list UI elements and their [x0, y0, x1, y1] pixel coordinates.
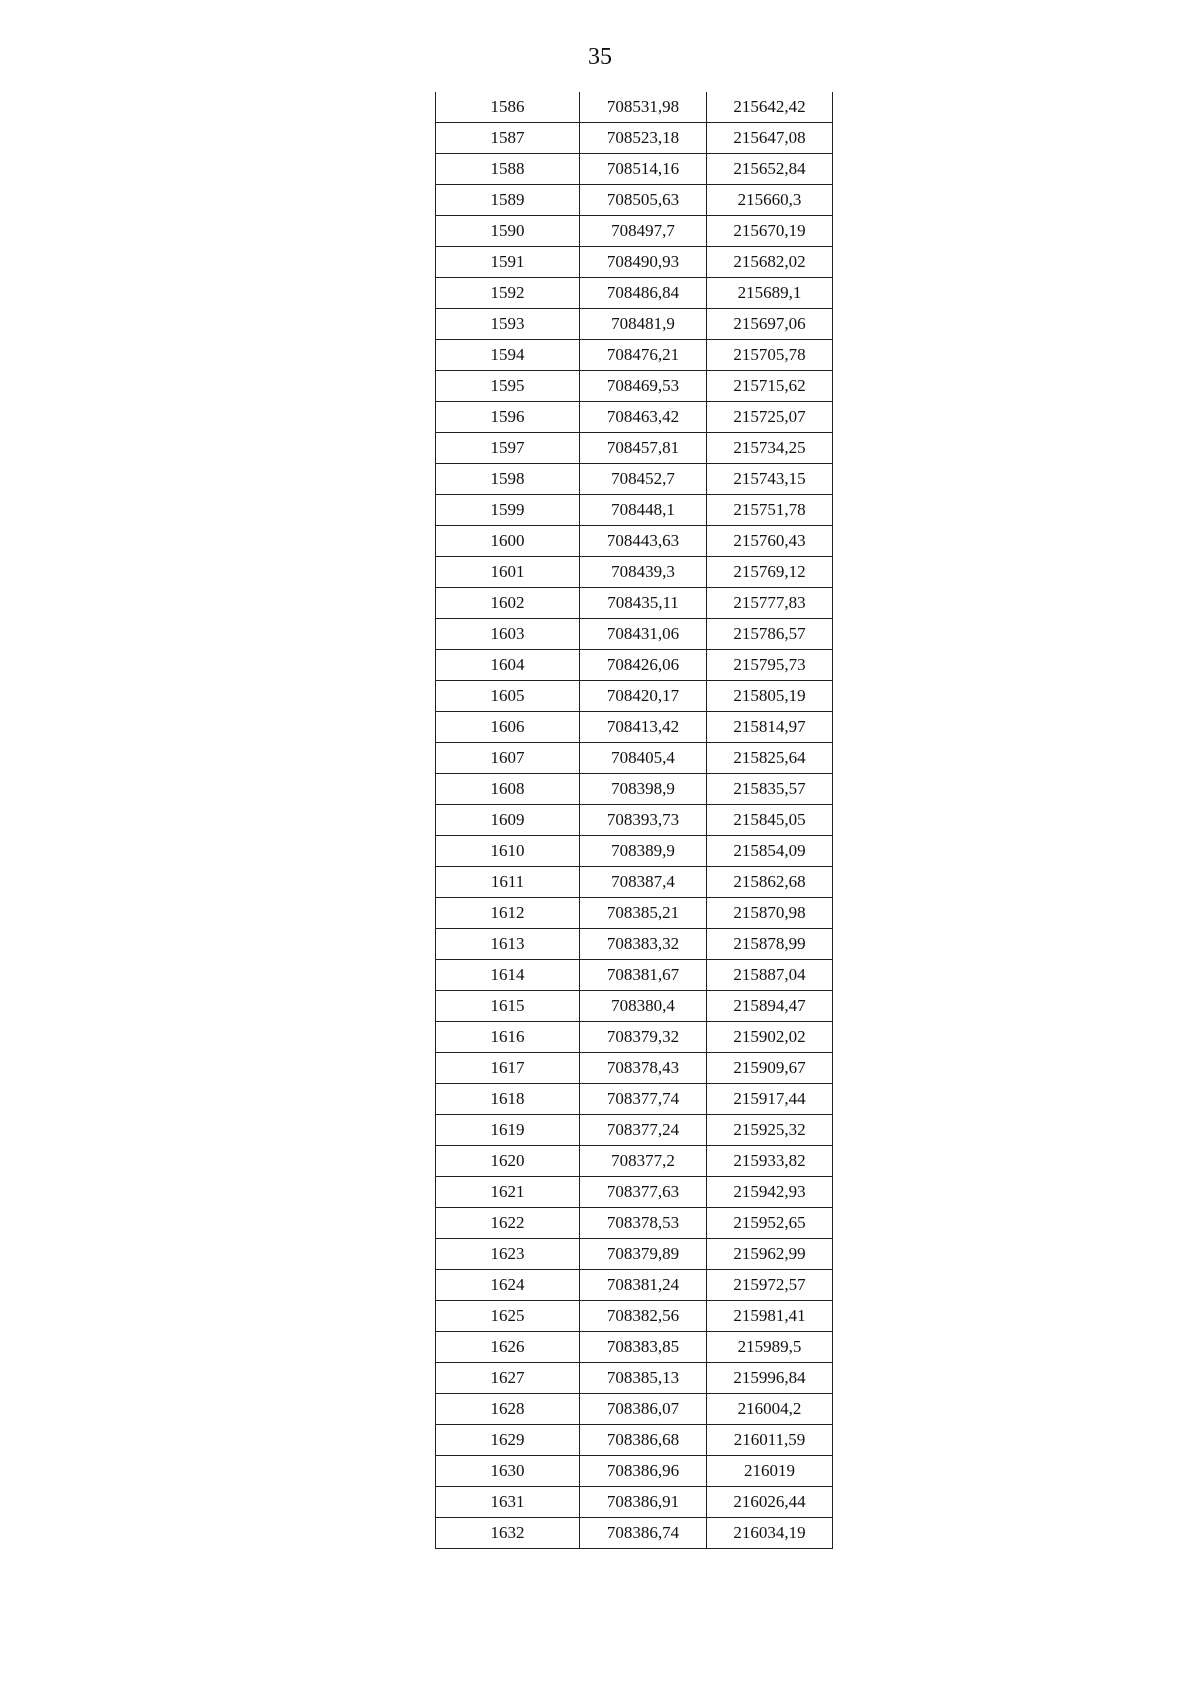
- y-coordinate-cell: 215887,04: [707, 960, 833, 991]
- table-row: [436, 1177, 833, 1208]
- x-coordinate-cell: 708481,9: [580, 309, 707, 340]
- point-number-cell: 1595: [436, 371, 580, 402]
- y-coordinate-cell: 215845,05: [707, 805, 833, 836]
- table-row: [436, 1084, 833, 1115]
- y-coordinate-cell: 215917,44: [707, 1084, 833, 1115]
- y-coordinate-cell: 215697,06: [707, 309, 833, 340]
- point-number-cell: 1605: [436, 681, 580, 712]
- y-coordinate-cell: 216019: [707, 1456, 833, 1487]
- x-coordinate-cell: 708377,74: [580, 1084, 707, 1115]
- x-coordinate-cell: 708377,24: [580, 1115, 707, 1146]
- x-coordinate-cell: 708389,9: [580, 836, 707, 867]
- x-coordinate-cell: 708413,42: [580, 712, 707, 743]
- y-coordinate-cell: 215777,83: [707, 588, 833, 619]
- table-row: [436, 433, 833, 464]
- table-row: [436, 1456, 833, 1487]
- table-row: [436, 1363, 833, 1394]
- x-coordinate-cell: 708381,67: [580, 960, 707, 991]
- x-coordinate-cell: 708486,84: [580, 278, 707, 309]
- x-coordinate-cell: 708523,18: [580, 123, 707, 154]
- point-number-cell: 1630: [436, 1456, 580, 1487]
- point-number-cell: 1603: [436, 619, 580, 650]
- point-number-cell: 1604: [436, 650, 580, 681]
- y-coordinate-cell: 215743,15: [707, 464, 833, 495]
- table-row: [436, 123, 833, 154]
- table-row: [436, 1270, 833, 1301]
- y-coordinate-cell: 215769,12: [707, 557, 833, 588]
- point-number-cell: 1594: [436, 340, 580, 371]
- table-row: [436, 805, 833, 836]
- table-row: [436, 216, 833, 247]
- point-number-cell: 1626: [436, 1332, 580, 1363]
- point-number-cell: 1592: [436, 278, 580, 309]
- point-number-cell: 1608: [436, 774, 580, 805]
- point-number-cell: 1598: [436, 464, 580, 495]
- x-coordinate-cell: 708452,7: [580, 464, 707, 495]
- x-coordinate-cell: 708386,91: [580, 1487, 707, 1518]
- point-number-cell: 1590: [436, 216, 580, 247]
- x-coordinate-cell: 708439,3: [580, 557, 707, 588]
- point-number-cell: 1622: [436, 1208, 580, 1239]
- point-number-cell: 1596: [436, 402, 580, 433]
- y-coordinate-cell: 215705,78: [707, 340, 833, 371]
- y-coordinate-cell: 216034,19: [707, 1518, 833, 1549]
- x-coordinate-cell: 708386,68: [580, 1425, 707, 1456]
- x-coordinate-cell: 708393,73: [580, 805, 707, 836]
- x-coordinate-cell: 708514,16: [580, 154, 707, 185]
- x-coordinate-cell: 708405,4: [580, 743, 707, 774]
- table-row: [436, 154, 833, 185]
- table-row: [436, 1115, 833, 1146]
- point-number-cell: 1625: [436, 1301, 580, 1332]
- table-row: [436, 836, 833, 867]
- table-row: [436, 960, 833, 991]
- y-coordinate-cell: 215647,08: [707, 123, 833, 154]
- table-row: [436, 464, 833, 495]
- y-coordinate-cell: 215715,62: [707, 371, 833, 402]
- table-row: [436, 371, 833, 402]
- table-row: [436, 1053, 833, 1084]
- x-coordinate-cell: 708505,63: [580, 185, 707, 216]
- table-row: [436, 1394, 833, 1425]
- point-number-cell: 1631: [436, 1487, 580, 1518]
- x-coordinate-cell: 708380,4: [580, 991, 707, 1022]
- point-number-cell: 1593: [436, 309, 580, 340]
- point-number-cell: 1612: [436, 898, 580, 929]
- point-number-cell: 1621: [436, 1177, 580, 1208]
- y-coordinate-cell: 215909,67: [707, 1053, 833, 1084]
- y-coordinate-cell: 215894,47: [707, 991, 833, 1022]
- page-number: 35: [588, 44, 612, 70]
- table-row: [436, 185, 833, 216]
- point-number-cell: 1615: [436, 991, 580, 1022]
- x-coordinate-cell: 708382,56: [580, 1301, 707, 1332]
- table-row: [436, 774, 833, 805]
- point-number-cell: 1588: [436, 154, 580, 185]
- table-body: [436, 92, 833, 1549]
- table-row: [436, 1239, 833, 1270]
- y-coordinate-cell: 216026,44: [707, 1487, 833, 1518]
- coordinates-table: [435, 92, 833, 1549]
- point-number-cell: 1599: [436, 495, 580, 526]
- x-coordinate-cell: 708457,81: [580, 433, 707, 464]
- x-coordinate-cell: 708490,93: [580, 247, 707, 278]
- table-row: [436, 1022, 833, 1053]
- x-coordinate-cell: 708386,07: [580, 1394, 707, 1425]
- y-coordinate-cell: 215725,07: [707, 402, 833, 433]
- y-coordinate-cell: 215751,78: [707, 495, 833, 526]
- y-coordinate-cell: 215952,65: [707, 1208, 833, 1239]
- x-coordinate-cell: 708426,06: [580, 650, 707, 681]
- x-coordinate-cell: 708378,53: [580, 1208, 707, 1239]
- table-row: [436, 557, 833, 588]
- y-coordinate-cell: 215981,41: [707, 1301, 833, 1332]
- x-coordinate-cell: 708383,85: [580, 1332, 707, 1363]
- table-row: [436, 92, 833, 123]
- point-number-cell: 1607: [436, 743, 580, 774]
- point-number-cell: 1587: [436, 123, 580, 154]
- table-row: [436, 247, 833, 278]
- point-number-cell: 1606: [436, 712, 580, 743]
- point-number-cell: 1586: [436, 92, 580, 123]
- y-coordinate-cell: 215814,97: [707, 712, 833, 743]
- x-coordinate-cell: 708386,74: [580, 1518, 707, 1549]
- table-row: [436, 1146, 833, 1177]
- y-coordinate-cell: 215854,09: [707, 836, 833, 867]
- y-coordinate-cell: 215825,64: [707, 743, 833, 774]
- y-coordinate-cell: 216011,59: [707, 1425, 833, 1456]
- x-coordinate-cell: 708469,53: [580, 371, 707, 402]
- x-coordinate-cell: 708381,24: [580, 1270, 707, 1301]
- y-coordinate-cell: 215989,5: [707, 1332, 833, 1363]
- y-coordinate-cell: 215689,1: [707, 278, 833, 309]
- x-coordinate-cell: 708420,17: [580, 681, 707, 712]
- y-coordinate-cell: 215925,32: [707, 1115, 833, 1146]
- x-coordinate-cell: 708383,32: [580, 929, 707, 960]
- y-coordinate-cell: 215670,19: [707, 216, 833, 247]
- x-coordinate-cell: 708398,9: [580, 774, 707, 805]
- y-coordinate-cell: 215786,57: [707, 619, 833, 650]
- y-coordinate-cell: 215933,82: [707, 1146, 833, 1177]
- x-coordinate-cell: 708531,98: [580, 92, 707, 123]
- point-number-cell: 1611: [436, 867, 580, 898]
- point-number-cell: 1629: [436, 1425, 580, 1456]
- x-coordinate-cell: 708463,42: [580, 402, 707, 433]
- table-row: [436, 1487, 833, 1518]
- x-coordinate-cell: 708387,4: [580, 867, 707, 898]
- table-row: [436, 650, 833, 681]
- point-number-cell: 1613: [436, 929, 580, 960]
- table-row: [436, 743, 833, 774]
- table-row: [436, 340, 833, 371]
- point-number-cell: 1632: [436, 1518, 580, 1549]
- point-number-cell: 1601: [436, 557, 580, 588]
- x-coordinate-cell: 708385,13: [580, 1363, 707, 1394]
- y-coordinate-cell: 215862,68: [707, 867, 833, 898]
- table-row: [436, 309, 833, 340]
- x-coordinate-cell: 708476,21: [580, 340, 707, 371]
- y-coordinate-cell: 215642,42: [707, 92, 833, 123]
- table-row: [436, 526, 833, 557]
- y-coordinate-cell: 215962,99: [707, 1239, 833, 1270]
- point-number-cell: 1623: [436, 1239, 580, 1270]
- y-coordinate-cell: 215942,93: [707, 1177, 833, 1208]
- x-coordinate-cell: 708497,7: [580, 216, 707, 247]
- y-coordinate-cell: 215835,57: [707, 774, 833, 805]
- x-coordinate-cell: 708386,96: [580, 1456, 707, 1487]
- table-row: [436, 1208, 833, 1239]
- x-coordinate-cell: 708377,2: [580, 1146, 707, 1177]
- x-coordinate-cell: 708435,11: [580, 588, 707, 619]
- point-number-cell: 1602: [436, 588, 580, 619]
- point-number-cell: 1614: [436, 960, 580, 991]
- x-coordinate-cell: 708443,63: [580, 526, 707, 557]
- point-number-cell: 1618: [436, 1084, 580, 1115]
- table-row: [436, 588, 833, 619]
- point-number-cell: 1589: [436, 185, 580, 216]
- y-coordinate-cell: 215734,25: [707, 433, 833, 464]
- x-coordinate-cell: 708378,43: [580, 1053, 707, 1084]
- point-number-cell: 1617: [436, 1053, 580, 1084]
- point-number-cell: 1627: [436, 1363, 580, 1394]
- table-row: [436, 991, 833, 1022]
- y-coordinate-cell: 216004,2: [707, 1394, 833, 1425]
- table-row: [436, 712, 833, 743]
- x-coordinate-cell: 708385,21: [580, 898, 707, 929]
- point-number-cell: 1619: [436, 1115, 580, 1146]
- table-row: [436, 929, 833, 960]
- point-number-cell: 1610: [436, 836, 580, 867]
- point-number-cell: 1616: [436, 1022, 580, 1053]
- table-row: [436, 867, 833, 898]
- table-row: [436, 495, 833, 526]
- y-coordinate-cell: 215652,84: [707, 154, 833, 185]
- x-coordinate-cell: 708379,32: [580, 1022, 707, 1053]
- point-number-cell: 1600: [436, 526, 580, 557]
- table-row: [436, 278, 833, 309]
- y-coordinate-cell: 215996,84: [707, 1363, 833, 1394]
- y-coordinate-cell: 215795,73: [707, 650, 833, 681]
- y-coordinate-cell: 215760,43: [707, 526, 833, 557]
- table-row: [436, 1518, 833, 1549]
- table-row: [436, 402, 833, 433]
- y-coordinate-cell: 215682,02: [707, 247, 833, 278]
- point-number-cell: 1591: [436, 247, 580, 278]
- point-number-cell: 1628: [436, 1394, 580, 1425]
- point-number-cell: 1620: [436, 1146, 580, 1177]
- table-row: [436, 1332, 833, 1363]
- y-coordinate-cell: 215870,98: [707, 898, 833, 929]
- point-number-cell: 1597: [436, 433, 580, 464]
- x-coordinate-cell: 708379,89: [580, 1239, 707, 1270]
- table-row: [436, 619, 833, 650]
- table-row: [436, 898, 833, 929]
- point-number-cell: 1609: [436, 805, 580, 836]
- x-coordinate-cell: 708377,63: [580, 1177, 707, 1208]
- table-row: [436, 1301, 833, 1332]
- y-coordinate-cell: 215805,19: [707, 681, 833, 712]
- y-coordinate-cell: 215902,02: [707, 1022, 833, 1053]
- y-coordinate-cell: 215878,99: [707, 929, 833, 960]
- table-row: [436, 1425, 833, 1456]
- table-row: [436, 681, 833, 712]
- point-number-cell: 1624: [436, 1270, 580, 1301]
- x-coordinate-cell: 708448,1: [580, 495, 707, 526]
- y-coordinate-cell: 215660,3: [707, 185, 833, 216]
- y-coordinate-cell: 215972,57: [707, 1270, 833, 1301]
- x-coordinate-cell: 708431,06: [580, 619, 707, 650]
